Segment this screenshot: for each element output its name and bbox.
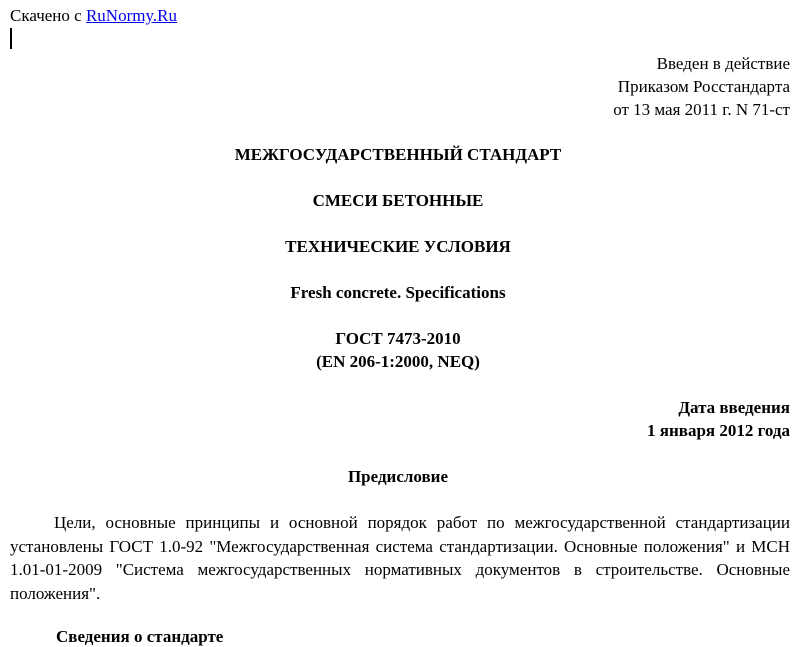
download-source-line [10,6,177,26]
standard-type-heading: МЕЖГОСУДАРСТВЕННЫЙ СТАНДАРТ [234,145,562,164]
standard-info-heading: Сведения о стандарте [56,627,224,646]
english-title: Fresh concrete. Specifications [290,283,506,302]
standard-subtitle-heading: ТЕХНИЧЕСКИЕ УСЛОВИЯ [285,237,511,256]
equivalent-standard: (EN 206-1:2000, NEQ) [316,352,480,371]
foreword-paragraph: Цели, основные принципы и основной порядок работ по межгосударственной стандартизации установлены ГОСТ 1.0-92 "Межгосударственная система стандартизации. Основные положения" и МСН 1.01-01-2009 "Система межгосударственных нормативных документов в строительстве. Основные положения". [10,513,790,603]
approval-line-3: от 13 мая 2011 г. N 71-ст [613,100,790,119]
download-source-label: Скачено с [10,6,82,25]
introduction-date-label: Дата введения [678,398,790,417]
runormy-link[interactable]: RuNormy.Ru [85,6,177,25]
foreword-heading: Предисловие [347,467,449,486]
standard-name-heading: СМЕСИ БЕТОННЫЕ [312,191,484,210]
approval-line-1: Введен в действие [656,54,790,73]
text-cursor [10,28,12,49]
gost-code: ГОСТ 7473-2010 [335,329,461,348]
introduction-date: 1 января 2012 года [647,421,790,440]
approval-line-2: Приказом Росстандарта [617,77,790,96]
